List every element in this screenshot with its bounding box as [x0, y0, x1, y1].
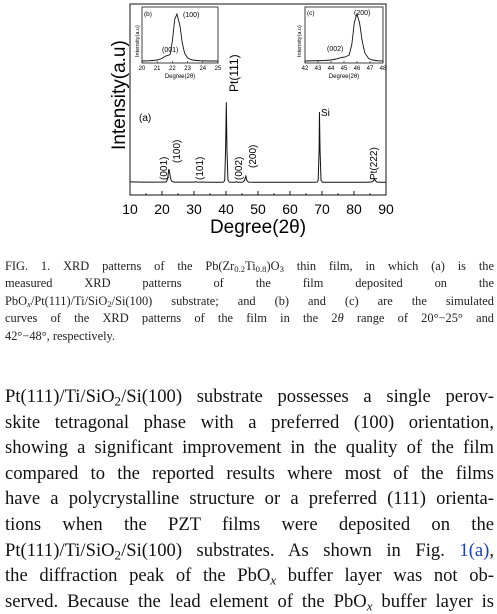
inset-c-panel-label: (c)	[307, 10, 315, 17]
main-peak-label: (200)	[248, 144, 259, 168]
main-x-tick-label: 30	[186, 201, 202, 217]
main-x-axis-label: Degree(2θ)	[209, 217, 307, 238]
inset-c-x-tick-label: 46	[353, 66, 361, 72]
inset-c-x-tick-label: 48	[379, 66, 387, 72]
main-y-axis-label: Intensity(a.u)	[109, 40, 130, 150]
body-paragraph	[5, 384, 494, 614]
body-line: have a polycrystalline structure or a preferred (111) orienta-	[5, 488, 494, 510]
inset-b-chart	[135, 7, 222, 80]
caption-line: 42°−48°, respectively.	[5, 328, 116, 343]
inset-c-frame	[305, 7, 383, 63]
body-line: tions when the PZT films were deposited on the	[5, 513, 494, 535]
inset-b-peak-100: (100)	[183, 12, 200, 19]
body-line: Pt(111)/Ti/SiO$_2$/Si(100) substrate possesses a single perov-	[5, 386, 494, 409]
body-line: the diffraction peak of the PbO$_x$ buffer layer was not ob-	[5, 565, 494, 588]
inset-b-y-label: Intensity(a.u)	[135, 25, 141, 57]
body-line: compared to the reported results where most of the films	[5, 462, 494, 484]
inset-c-x-tick-label: 44	[327, 66, 335, 72]
inset-b-x-tick-label: 22	[169, 66, 176, 72]
main-x-tick-label: 20	[154, 201, 170, 217]
main-x-tick-label: 90	[378, 201, 394, 217]
body-line: skite tetragonal phase with a preferred (100) orientation,	[5, 411, 494, 433]
caption-line: FIG. 1. XRD patterns of the $Pb(Zr_{0.2}Ti_{0.8})O_3$ thin film, in which (a) is the	[5, 259, 494, 275]
inset-b-x-tick-label: 20	[138, 66, 146, 72]
inset-c-y-label: Intensity(a.u)	[297, 25, 303, 57]
inset-c-peak-002: (002)	[327, 46, 344, 53]
body-line: Pt(111)/Ti/SiO$_2$/Si(100) substrates. As shown in Fig. 1(a),	[5, 539, 494, 562]
main-x-tick-label: 10	[122, 201, 138, 217]
main-panel-label: (a)	[139, 113, 152, 124]
inset-c-x-tick-label: 43	[314, 66, 322, 72]
inset-c-chart	[297, 7, 387, 80]
inset-c-x-tick-label: 47	[366, 66, 374, 72]
main-peak-label: Pt(222)	[369, 147, 380, 180]
body-line: showing a significant improvement in the quality of the film	[5, 437, 494, 459]
main-peak-label: (001)	[159, 156, 170, 180]
inset-c-x-tick-label: 45	[340, 66, 348, 72]
xrd-figure	[0, 0, 497, 245]
main-x-tick-label: 80	[346, 201, 362, 217]
main-x-tick-label: 50	[250, 201, 266, 217]
inset-b-x-tick-label: 25	[214, 66, 222, 72]
main-peak-label: (002)	[234, 156, 245, 180]
main-peak-label: Pt(111)	[227, 54, 241, 92]
inset-c-x-label: Degree(2θ)	[328, 74, 360, 80]
inset-c-x-tick-label: 42	[301, 66, 309, 72]
figure-link[interactable]: 1(a)	[459, 539, 490, 561]
main-peak-label: Si	[321, 108, 330, 119]
main-peak-label: (100)	[172, 139, 183, 163]
inset-b-x-tick-label: 23	[184, 66, 191, 72]
inset-b-peak-001: (001)	[162, 47, 179, 54]
caption-line: curves of the XRD patterns of the film in the 2θ range of 20°−25° and	[5, 311, 494, 326]
inset-b-panel-label: (b)	[144, 11, 152, 18]
inset-b-frame	[142, 7, 218, 63]
body-line: served. Because the lead element of the PbO$_x$ buffer layer is	[5, 590, 495, 613]
inset-b-x-tick-label: 21	[153, 66, 161, 72]
main-x-tick-label: 70	[314, 201, 330, 217]
main-x-tick-label: 60	[282, 201, 298, 217]
inset-b-x-tick-label: 24	[199, 66, 207, 72]
caption-line: PbO$_x$/Pt(111)/Ti/SiO$_2$/Si(100) substrate; and (b) and (c) are the simulated	[5, 293, 494, 309]
figure-caption	[5, 258, 494, 345]
main-peak-label: (101)	[195, 156, 206, 180]
inset-c-peak-200: (200)	[354, 10, 371, 17]
inset-b-x-label: Degree(2θ)	[164, 74, 196, 80]
caption-line: measured XRD patterns of the film deposited on the	[5, 276, 494, 291]
main-x-tick-label: 40	[218, 201, 234, 217]
